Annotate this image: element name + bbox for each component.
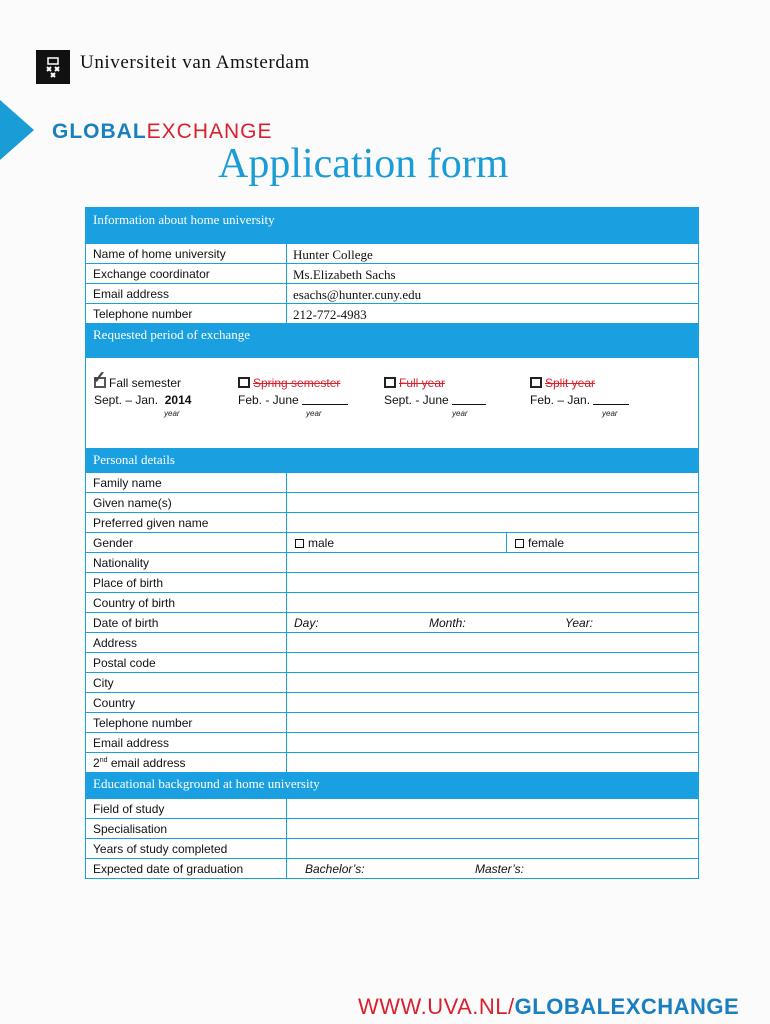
field-label: Field of study xyxy=(93,802,165,816)
coordinator-field[interactable] xyxy=(286,264,698,283)
field-label: Specialisation xyxy=(93,822,168,836)
form-row xyxy=(86,653,698,673)
year-blank[interactable] xyxy=(452,394,486,405)
male-label: male xyxy=(308,536,335,550)
field-label: City xyxy=(93,676,114,690)
postal-code-field[interactable] xyxy=(286,653,698,672)
second-email-num: 2 xyxy=(93,756,100,770)
field-value: 212-772-4983 xyxy=(293,307,367,322)
form-row xyxy=(86,284,698,304)
country-field[interactable] xyxy=(286,693,698,712)
year-caption: year xyxy=(164,409,180,418)
field-label: Nationality xyxy=(93,556,150,570)
year-caption: year xyxy=(452,409,468,418)
section-header-period: Requested period of exchange xyxy=(86,323,698,358)
form-row xyxy=(86,513,698,533)
preferred-name-field[interactable] xyxy=(286,513,698,532)
footer-url[interactable] xyxy=(358,994,739,1020)
field-label: Gender xyxy=(93,536,134,550)
checkbox-icon[interactable] xyxy=(295,539,304,548)
field-label: Country of birth xyxy=(93,596,176,610)
section-header-personal: Personal details xyxy=(86,448,698,473)
year-blank[interactable] xyxy=(593,394,629,405)
checkbox-icon[interactable] xyxy=(238,377,250,388)
field-label: Telephone number xyxy=(93,716,193,730)
specialisation-field[interactable] xyxy=(286,819,698,838)
date-of-birth-field[interactable] xyxy=(286,613,698,632)
footer-url-domain: WWW.UVA.NL/ xyxy=(358,994,515,1019)
field-label: Family name xyxy=(93,476,162,490)
gender-female-option[interactable] xyxy=(506,533,698,552)
arrow-icon xyxy=(0,100,34,160)
coordinator-email-field[interactable] xyxy=(286,284,698,303)
coordinator-phone-field[interactable] xyxy=(286,304,698,323)
option-label: Full year xyxy=(399,376,446,390)
second-email-rest: email address xyxy=(107,756,186,770)
family-name-field[interactable] xyxy=(286,473,698,492)
form-row xyxy=(86,304,698,324)
dob-day-label: Day: xyxy=(294,616,319,630)
form-row xyxy=(86,244,698,264)
form-row xyxy=(86,553,698,573)
form-row xyxy=(86,533,698,553)
dates-text: Feb. - June xyxy=(238,393,299,407)
field-label: Expected date of graduation xyxy=(93,862,244,876)
field-label: Address xyxy=(93,636,138,650)
form-row xyxy=(86,493,698,513)
second-email-sup: nd xyxy=(99,757,108,764)
checkbox-icon[interactable] xyxy=(515,539,524,548)
form-row xyxy=(86,613,698,633)
year-caption: year xyxy=(306,409,322,418)
field-label: Telephone number xyxy=(93,307,193,321)
field-label xyxy=(93,756,186,770)
dob-year-label: Year: xyxy=(565,616,594,630)
section-header-home-university: Information about home university xyxy=(86,208,698,244)
option-dates xyxy=(530,393,629,407)
option-split-year[interactable] xyxy=(530,376,629,418)
field-label: Preferred given name xyxy=(93,516,209,530)
given-names-field[interactable] xyxy=(286,493,698,512)
field-label: Years of study completed xyxy=(93,842,228,856)
checkbox-icon[interactable] xyxy=(530,377,542,388)
section-header-education: Educational background at home university xyxy=(86,772,698,799)
country-of-birth-field[interactable] xyxy=(286,593,698,612)
application-form xyxy=(85,207,699,879)
gender-male-option[interactable] xyxy=(286,533,506,552)
field-label: Place of birth xyxy=(93,576,164,590)
checkbox-icon[interactable] xyxy=(384,377,396,388)
year-caption: year xyxy=(602,409,618,418)
field-label: Date of birth xyxy=(93,616,159,630)
second-email-field[interactable] xyxy=(286,753,698,772)
option-fall-semester[interactable] xyxy=(92,368,192,418)
form-row xyxy=(86,264,698,284)
form-row xyxy=(86,819,698,839)
email-field[interactable] xyxy=(286,733,698,752)
form-row xyxy=(86,859,698,879)
form-row xyxy=(86,753,698,773)
form-row xyxy=(86,633,698,653)
address-field[interactable] xyxy=(286,633,698,652)
field-label: Given name(s) xyxy=(93,496,172,510)
graduation-date-field[interactable] xyxy=(286,859,698,878)
place-of-birth-field[interactable] xyxy=(286,573,698,592)
form-row xyxy=(86,839,698,859)
nationality-field[interactable] xyxy=(286,553,698,572)
form-row xyxy=(86,593,698,613)
form-row xyxy=(86,693,698,713)
logo-part-global: GLOBAL xyxy=(52,120,147,143)
field-label: Exchange coordinator xyxy=(93,267,210,281)
university-name-field[interactable] xyxy=(286,244,698,263)
masters-label: Master’s: xyxy=(475,862,524,876)
form-row xyxy=(86,713,698,733)
option-dates xyxy=(384,393,486,407)
page-title: Application form xyxy=(218,141,509,187)
dates-text: Feb. – Jan. xyxy=(530,393,591,407)
female-checkbox[interactable] xyxy=(515,536,564,550)
field-label: Country xyxy=(93,696,136,710)
uva-crest-logo xyxy=(36,50,70,84)
field-label: Postal code xyxy=(93,656,156,670)
logo-part-exchange: EXCHANGE xyxy=(146,120,273,143)
option-spring-semester[interactable] xyxy=(238,376,348,418)
female-label: female xyxy=(528,536,565,550)
form-row xyxy=(86,573,698,593)
telephone-field[interactable] xyxy=(286,713,698,732)
option-dates xyxy=(94,393,191,407)
field-value: esachs@hunter.cuny.edu xyxy=(293,287,422,302)
dob-month-label: Month: xyxy=(429,616,466,630)
dates-text: Sept. – Jan. xyxy=(94,393,159,407)
form-row xyxy=(86,473,698,493)
form-row xyxy=(86,673,698,693)
form-row xyxy=(86,733,698,753)
option-label: Fall semester xyxy=(109,376,182,390)
year-value: 2014 xyxy=(164,393,192,407)
years-completed-field[interactable] xyxy=(286,839,698,858)
year-blank[interactable] xyxy=(302,394,348,405)
field-value: Hunter College xyxy=(293,247,373,262)
form-row xyxy=(86,799,698,819)
male-checkbox[interactable] xyxy=(295,536,334,550)
university-name: Universiteit van Amsterdam xyxy=(80,52,310,73)
field-label: Name of home university xyxy=(93,247,226,261)
period-options xyxy=(86,358,698,448)
footer-url-path: GLOBALEXCHANGE xyxy=(514,994,740,1019)
field-of-study-field[interactable] xyxy=(286,799,698,818)
city-field[interactable] xyxy=(286,673,698,692)
field-value: Ms.Elizabeth Sachs xyxy=(293,267,396,282)
option-label: Split year xyxy=(545,376,596,390)
bachelors-label: Bachelor’s: xyxy=(305,862,365,876)
option-dates xyxy=(238,393,348,407)
option-label: Spring semester xyxy=(253,376,341,390)
field-label: Email address xyxy=(93,736,170,750)
dates-text: Sept. - June xyxy=(384,393,449,407)
field-label: Email address xyxy=(93,287,170,301)
checkmark-icon: ✓ xyxy=(92,368,107,387)
option-full-year[interactable] xyxy=(384,376,486,418)
